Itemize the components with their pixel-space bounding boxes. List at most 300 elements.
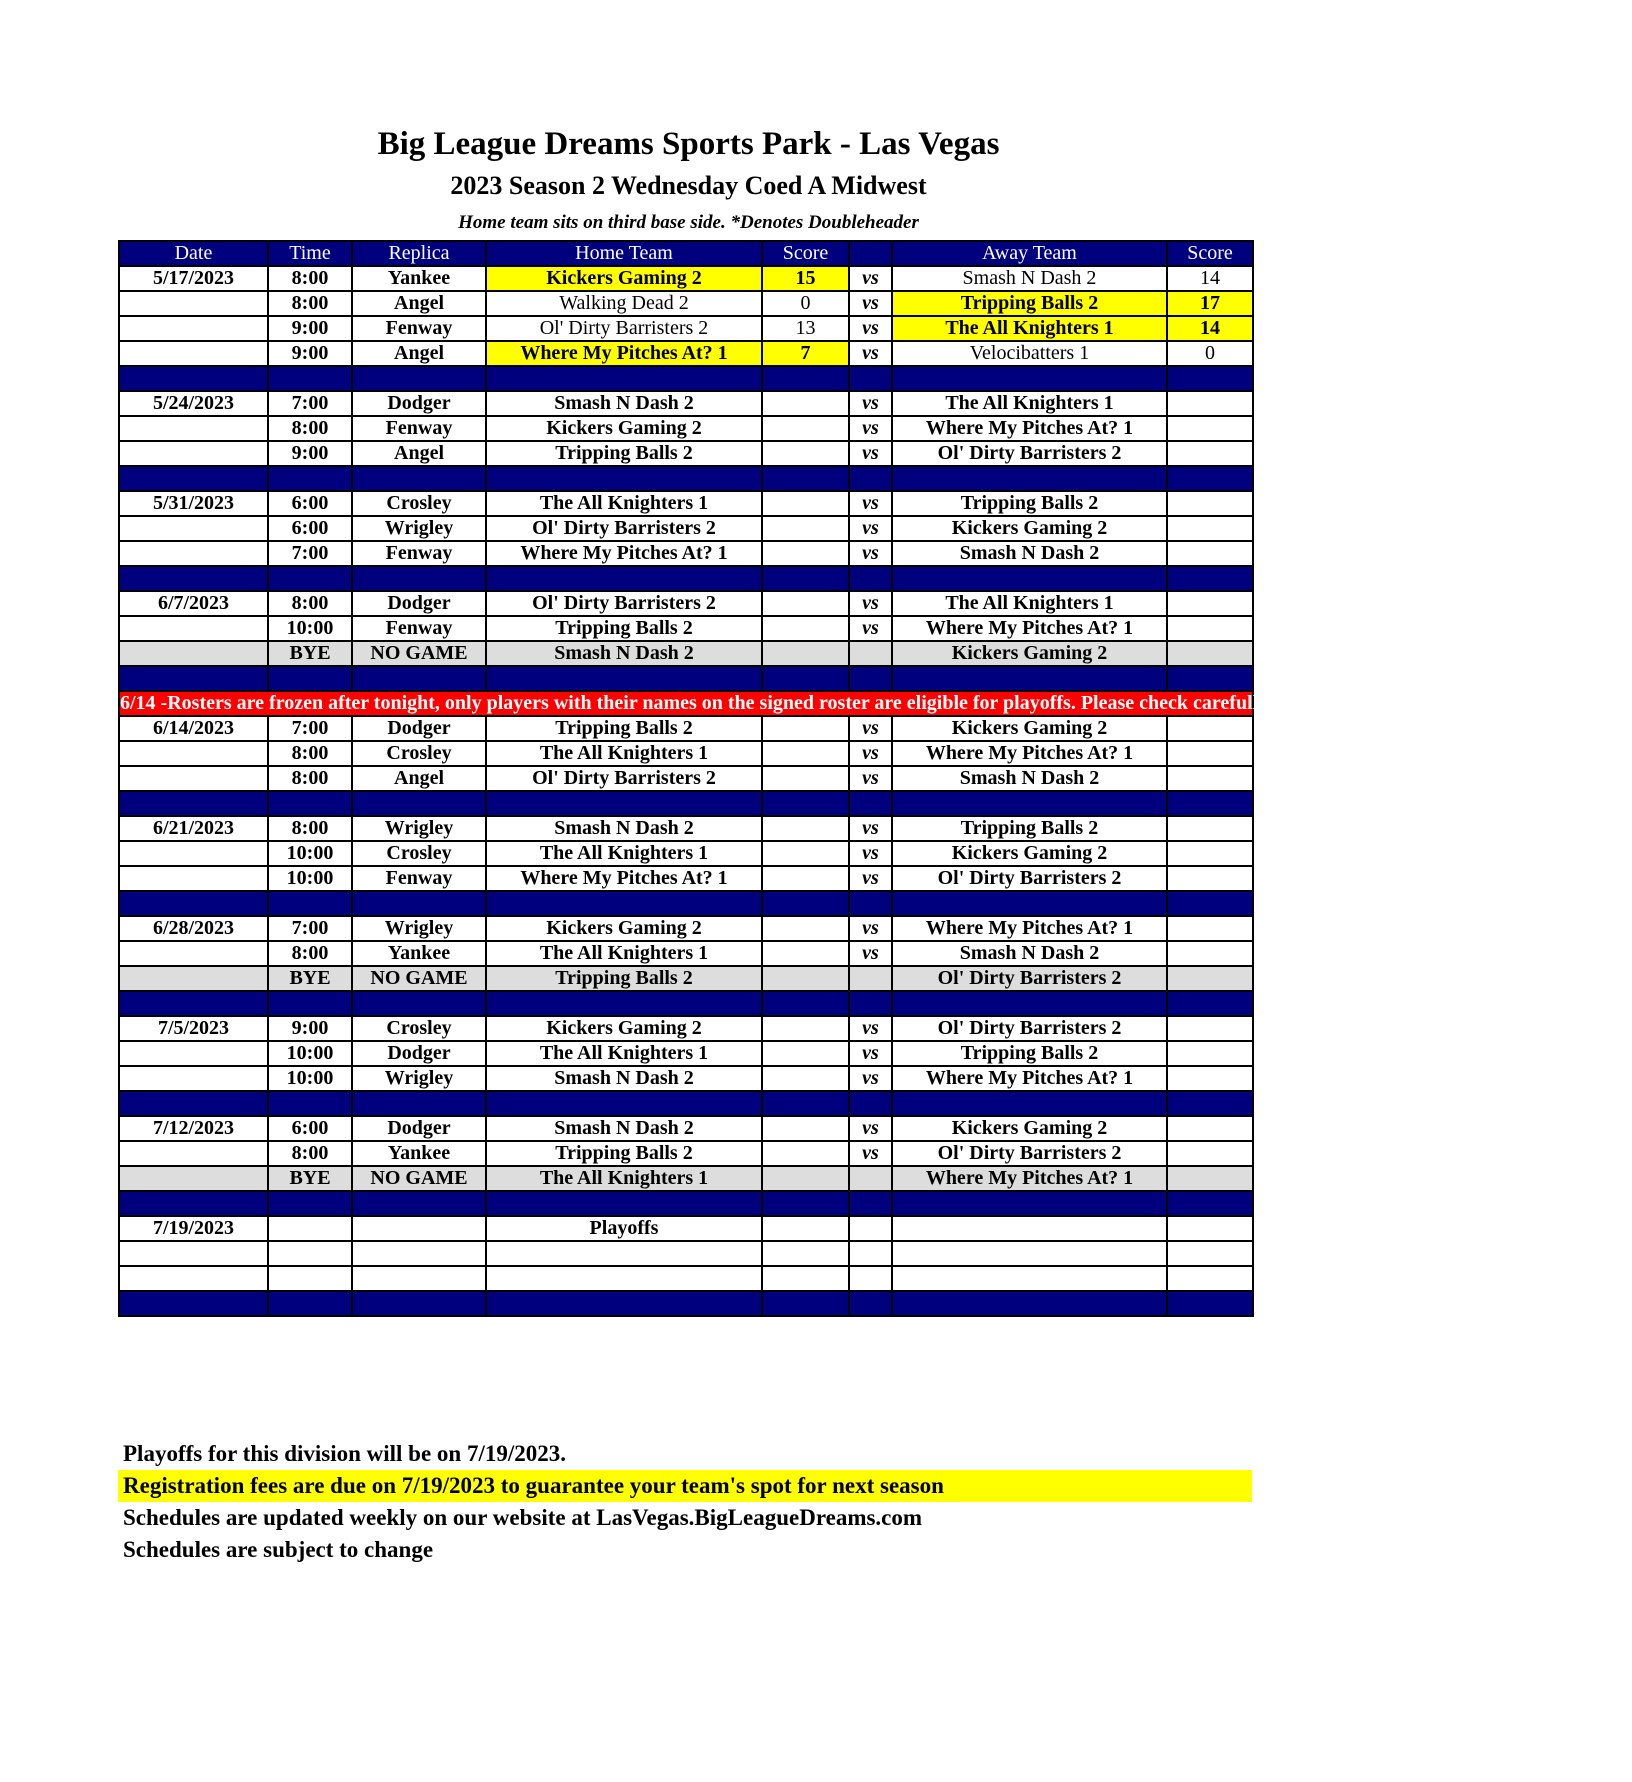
date-cell bbox=[119, 516, 268, 541]
schedule-table bbox=[118, 240, 1632, 1317]
away-team-cell: Kickers Gaming 2 bbox=[892, 716, 1167, 741]
away-team-cell: Kickers Gaming 2 bbox=[892, 841, 1167, 866]
separator-cell bbox=[849, 366, 892, 391]
separator-cell bbox=[268, 1091, 352, 1116]
away-score-cell: 14 bbox=[1167, 266, 1253, 291]
replica-cell: Fenway bbox=[352, 316, 486, 341]
home-team-cell: Tripping Balls 2 bbox=[486, 616, 762, 641]
week-separator-row bbox=[119, 1191, 1253, 1216]
vs-cell: vs bbox=[849, 941, 892, 966]
vs-cell: vs bbox=[849, 516, 892, 541]
separator-cell bbox=[892, 1091, 1167, 1116]
home-team-cell bbox=[486, 1266, 762, 1291]
home-score-cell bbox=[762, 916, 849, 941]
away-team-cell: Ol' Dirty Barristers 2 bbox=[892, 1016, 1167, 1041]
home-score-cell: 13 bbox=[762, 316, 849, 341]
home-team-cell bbox=[486, 1241, 762, 1266]
separator-cell bbox=[352, 1291, 486, 1316]
replica-cell: Wrigley bbox=[352, 516, 486, 541]
away-score-cell bbox=[1167, 866, 1253, 891]
separator-cell bbox=[849, 1091, 892, 1116]
separator-cell bbox=[892, 1191, 1167, 1216]
date-cell bbox=[119, 616, 268, 641]
away-team-cell bbox=[892, 1241, 1167, 1266]
separator-cell bbox=[486, 891, 762, 916]
vs-cell: vs bbox=[849, 291, 892, 316]
game-row bbox=[119, 516, 1253, 541]
separator-cell bbox=[352, 991, 486, 1016]
away-team-cell: Smash N Dash 2 bbox=[892, 766, 1167, 791]
home-team-cell: Where My Pitches At? 1 bbox=[486, 541, 762, 566]
separator-cell bbox=[486, 466, 762, 491]
time-cell: 7:00 bbox=[268, 716, 352, 741]
away-team-cell: Smash N Dash 2 bbox=[892, 541, 1167, 566]
away-score-cell bbox=[1167, 1116, 1253, 1141]
separator-cell bbox=[762, 566, 849, 591]
home-team-cell: Smash N Dash 2 bbox=[486, 1116, 762, 1141]
home-team-cell: Kickers Gaming 2 bbox=[486, 916, 762, 941]
bye-row bbox=[119, 1166, 1253, 1191]
separator-cell bbox=[486, 666, 762, 691]
separator-cell bbox=[762, 891, 849, 916]
vs-cell bbox=[849, 966, 892, 991]
bye-row bbox=[119, 966, 1253, 991]
separator-cell bbox=[352, 666, 486, 691]
separator-cell bbox=[268, 566, 352, 591]
away-score-cell bbox=[1167, 841, 1253, 866]
home-team-cell: The All Knighters 1 bbox=[486, 491, 762, 516]
away-team-cell: Where My Pitches At? 1 bbox=[892, 1066, 1167, 1091]
game-row bbox=[119, 391, 1253, 416]
game-row bbox=[119, 1116, 1253, 1141]
week-separator-row bbox=[119, 466, 1253, 491]
game-row bbox=[119, 741, 1253, 766]
playoff-row bbox=[119, 1266, 1253, 1291]
replica-cell: Dodger bbox=[352, 716, 486, 741]
replica-cell: Angel bbox=[352, 766, 486, 791]
time-cell: 10:00 bbox=[268, 1066, 352, 1091]
vs-cell: vs bbox=[849, 341, 892, 366]
separator-cell bbox=[1167, 566, 1253, 591]
separator-cell bbox=[849, 566, 892, 591]
game-row bbox=[119, 866, 1253, 891]
home-score-cell bbox=[762, 716, 849, 741]
away-team-cell bbox=[892, 1266, 1167, 1291]
separator-cell bbox=[268, 666, 352, 691]
replica-cell: Fenway bbox=[352, 616, 486, 641]
vs-cell: vs bbox=[849, 491, 892, 516]
game-row bbox=[119, 1041, 1253, 1066]
game-row bbox=[119, 766, 1253, 791]
home-score-cell bbox=[762, 866, 849, 891]
away-score-cell bbox=[1167, 591, 1253, 616]
home-team-note: Home team sits on third base side. *Denotes Doubleheader bbox=[458, 212, 919, 233]
separator-cell bbox=[762, 791, 849, 816]
date-cell: 7/19/2023 bbox=[119, 1216, 268, 1241]
separator-cell bbox=[1167, 891, 1253, 916]
separator-cell bbox=[1167, 1091, 1253, 1116]
date-cell bbox=[119, 1166, 268, 1191]
game-row bbox=[119, 316, 1253, 341]
home-team-cell: Where My Pitches At? 1 bbox=[486, 341, 762, 366]
home-team-cell: Kickers Gaming 2 bbox=[486, 416, 762, 441]
vs-cell: vs bbox=[849, 766, 892, 791]
home-score-cell bbox=[762, 966, 849, 991]
date-cell: 7/5/2023 bbox=[119, 1016, 268, 1041]
column-header-away-team: Away Team bbox=[892, 241, 1167, 266]
replica-cell: Crosley bbox=[352, 491, 486, 516]
away-score-cell bbox=[1167, 941, 1253, 966]
time-cell bbox=[268, 1241, 352, 1266]
separator-cell bbox=[119, 666, 268, 691]
replica-cell: Dodger bbox=[352, 1041, 486, 1066]
home-team-cell: Smash N Dash 2 bbox=[486, 391, 762, 416]
separator-cell bbox=[892, 666, 1167, 691]
home-team-cell: Smash N Dash 2 bbox=[486, 816, 762, 841]
replica-cell: Angel bbox=[352, 441, 486, 466]
home-score-cell: 15 bbox=[762, 266, 849, 291]
date-cell: 7/12/2023 bbox=[119, 1116, 268, 1141]
header-row bbox=[119, 241, 1253, 266]
date-cell bbox=[119, 941, 268, 966]
away-team-cell: Tripping Balls 2 bbox=[892, 291, 1167, 316]
home-score-cell bbox=[762, 591, 849, 616]
away-team-cell: Kickers Gaming 2 bbox=[892, 1116, 1167, 1141]
separator-cell bbox=[762, 1291, 849, 1316]
date-cell: 6/7/2023 bbox=[119, 591, 268, 616]
time-cell: 8:00 bbox=[268, 291, 352, 316]
replica-cell: NO GAME bbox=[352, 1166, 486, 1191]
column-header-date: Date bbox=[119, 241, 268, 266]
separator-cell bbox=[849, 466, 892, 491]
date-cell bbox=[119, 966, 268, 991]
separator-cell bbox=[352, 1191, 486, 1216]
replica-cell: Dodger bbox=[352, 1116, 486, 1141]
away-score-cell bbox=[1167, 441, 1253, 466]
game-row bbox=[119, 291, 1253, 316]
footer-change-note: Schedules are subject to change bbox=[123, 1537, 434, 1562]
vs-cell: vs bbox=[849, 866, 892, 891]
date-cell bbox=[119, 1241, 268, 1266]
replica-cell: Wrigley bbox=[352, 816, 486, 841]
away-team-cell: Where My Pitches At? 1 bbox=[892, 741, 1167, 766]
home-score-cell bbox=[762, 741, 849, 766]
separator-cell bbox=[119, 566, 268, 591]
game-row bbox=[119, 616, 1253, 641]
separator-cell bbox=[1167, 991, 1253, 1016]
home-score-cell bbox=[762, 641, 849, 666]
footer-registration-note: Registration fees are due on 7/19/2023 to guarantee your team's spot for next season bbox=[118, 1470, 1252, 1502]
column-header-vs bbox=[849, 241, 892, 266]
time-cell bbox=[268, 1216, 352, 1241]
home-team-cell: Tripping Balls 2 bbox=[486, 441, 762, 466]
home-score-cell: 7 bbox=[762, 341, 849, 366]
separator-cell bbox=[119, 991, 268, 1016]
home-team-cell: The All Knighters 1 bbox=[486, 741, 762, 766]
separator-cell bbox=[119, 1091, 268, 1116]
replica-cell: Angel bbox=[352, 291, 486, 316]
time-cell: 7:00 bbox=[268, 391, 352, 416]
vs-cell bbox=[849, 1166, 892, 1191]
home-score-cell bbox=[762, 1041, 849, 1066]
time-cell: 7:00 bbox=[268, 916, 352, 941]
separator-cell bbox=[762, 466, 849, 491]
game-row bbox=[119, 416, 1253, 441]
away-score-cell bbox=[1167, 391, 1253, 416]
home-score-cell bbox=[762, 441, 849, 466]
vs-cell bbox=[849, 1266, 892, 1291]
away-team-cell: Velocibatters 1 bbox=[892, 341, 1167, 366]
separator-cell bbox=[119, 1191, 268, 1216]
footer-playoffs-note: Playoffs for this division will be on 7/19/2023. bbox=[123, 1441, 567, 1466]
home-score-cell bbox=[762, 1241, 849, 1266]
week-separator-row bbox=[119, 791, 1253, 816]
away-team-cell: The All Knighters 1 bbox=[892, 591, 1167, 616]
home-score-cell bbox=[762, 541, 849, 566]
time-cell bbox=[268, 1266, 352, 1291]
home-score-cell bbox=[762, 1066, 849, 1091]
away-score-cell bbox=[1167, 491, 1253, 516]
week-separator-row bbox=[119, 891, 1253, 916]
date-cell bbox=[119, 1141, 268, 1166]
separator-cell bbox=[892, 791, 1167, 816]
game-row bbox=[119, 591, 1253, 616]
separator-cell bbox=[268, 891, 352, 916]
separator-cell bbox=[486, 1091, 762, 1116]
away-team-cell: The All Knighters 1 bbox=[892, 391, 1167, 416]
home-score-cell bbox=[762, 616, 849, 641]
vs-cell: vs bbox=[849, 716, 892, 741]
away-team-cell: The All Knighters 1 bbox=[892, 316, 1167, 341]
vs-cell: vs bbox=[849, 1116, 892, 1141]
away-score-cell bbox=[1167, 766, 1253, 791]
away-team-cell bbox=[892, 1216, 1167, 1241]
home-team-cell: Ol' Dirty Barristers 2 bbox=[486, 516, 762, 541]
separator-cell bbox=[1167, 1291, 1253, 1316]
time-cell: 10:00 bbox=[268, 616, 352, 641]
separator-cell bbox=[762, 666, 849, 691]
home-score-cell bbox=[762, 1141, 849, 1166]
separator-cell bbox=[268, 991, 352, 1016]
replica-cell bbox=[352, 1216, 486, 1241]
away-team-cell: Ol' Dirty Barristers 2 bbox=[892, 966, 1167, 991]
replica-cell: Yankee bbox=[352, 266, 486, 291]
separator-cell bbox=[119, 466, 268, 491]
vs-cell: vs bbox=[849, 266, 892, 291]
home-team-cell: Kickers Gaming 2 bbox=[486, 266, 762, 291]
separator-cell bbox=[762, 1191, 849, 1216]
game-row bbox=[119, 441, 1253, 466]
week-separator-row bbox=[119, 1091, 1253, 1116]
game-row bbox=[119, 1141, 1253, 1166]
game-row bbox=[119, 1066, 1253, 1091]
time-cell: 6:00 bbox=[268, 1116, 352, 1141]
separator-cell bbox=[352, 1091, 486, 1116]
home-team-cell: The All Knighters 1 bbox=[486, 1166, 762, 1191]
separator-cell bbox=[268, 1191, 352, 1216]
replica-cell: Crosley bbox=[352, 1016, 486, 1041]
replica-cell: NO GAME bbox=[352, 641, 486, 666]
time-cell: 9:00 bbox=[268, 316, 352, 341]
game-row bbox=[119, 341, 1253, 366]
page-subtitle: 2023 Season 2 Wednesday Coed A Midwest bbox=[450, 171, 927, 200]
away-score-cell bbox=[1167, 1066, 1253, 1091]
home-team-cell: The All Knighters 1 bbox=[486, 841, 762, 866]
replica-cell: Dodger bbox=[352, 391, 486, 416]
home-team-cell: Playoffs bbox=[486, 1216, 762, 1241]
footer-notes bbox=[118, 1438, 1252, 1566]
time-cell: 9:00 bbox=[268, 441, 352, 466]
separator-cell bbox=[892, 1291, 1167, 1316]
vs-cell: vs bbox=[849, 391, 892, 416]
vs-cell: vs bbox=[849, 441, 892, 466]
date-cell bbox=[119, 866, 268, 891]
time-cell: 8:00 bbox=[268, 816, 352, 841]
home-score-cell bbox=[762, 491, 849, 516]
game-row bbox=[119, 1016, 1253, 1041]
away-team-cell: Smash N Dash 2 bbox=[892, 941, 1167, 966]
time-cell: 10:00 bbox=[268, 841, 352, 866]
separator-cell bbox=[849, 1291, 892, 1316]
playoff-row bbox=[119, 1216, 1253, 1241]
separator-cell bbox=[1167, 366, 1253, 391]
separator-cell bbox=[352, 366, 486, 391]
home-score-cell bbox=[762, 1116, 849, 1141]
separator-cell bbox=[268, 466, 352, 491]
replica-cell: Crosley bbox=[352, 741, 486, 766]
replica-cell: Yankee bbox=[352, 941, 486, 966]
separator-cell bbox=[849, 666, 892, 691]
away-score-cell bbox=[1167, 1266, 1253, 1291]
time-cell: 10:00 bbox=[268, 1041, 352, 1066]
time-cell: 8:00 bbox=[268, 941, 352, 966]
date-cell: 5/24/2023 bbox=[119, 391, 268, 416]
week-separator-row bbox=[119, 366, 1253, 391]
home-team-cell: Ol' Dirty Barristers 2 bbox=[486, 316, 762, 341]
home-team-cell: Smash N Dash 2 bbox=[486, 641, 762, 666]
separator-cell bbox=[352, 891, 486, 916]
vs-cell: vs bbox=[849, 816, 892, 841]
away-score-cell bbox=[1167, 1241, 1253, 1266]
replica-cell: Yankee bbox=[352, 1141, 486, 1166]
away-team-cell: Where My Pitches At? 1 bbox=[892, 1166, 1167, 1191]
game-row bbox=[119, 491, 1253, 516]
separator-cell bbox=[268, 1291, 352, 1316]
separator-cell bbox=[1167, 791, 1253, 816]
home-score-cell bbox=[762, 1216, 849, 1241]
home-team-cell: Smash N Dash 2 bbox=[486, 1066, 762, 1091]
vs-cell: vs bbox=[849, 616, 892, 641]
date-cell bbox=[119, 316, 268, 341]
away-score-cell bbox=[1167, 616, 1253, 641]
vs-cell: vs bbox=[849, 1141, 892, 1166]
game-row bbox=[119, 941, 1253, 966]
separator-cell bbox=[892, 991, 1167, 1016]
time-cell: BYE bbox=[268, 641, 352, 666]
date-cell: 6/28/2023 bbox=[119, 916, 268, 941]
time-cell: 8:00 bbox=[268, 266, 352, 291]
time-cell: 8:00 bbox=[268, 416, 352, 441]
away-team-cell: Smash N Dash 2 bbox=[892, 266, 1167, 291]
time-cell: 8:00 bbox=[268, 766, 352, 791]
vs-cell: vs bbox=[849, 1016, 892, 1041]
replica-cell bbox=[352, 1266, 486, 1291]
away-score-cell: 14 bbox=[1167, 316, 1253, 341]
away-score-cell bbox=[1167, 541, 1253, 566]
column-header-away-score: Score bbox=[1167, 241, 1253, 266]
replica-cell: Angel bbox=[352, 341, 486, 366]
home-score-cell bbox=[762, 766, 849, 791]
home-team-cell: The All Knighters 1 bbox=[486, 941, 762, 966]
week-separator-row bbox=[119, 666, 1253, 691]
vs-cell bbox=[849, 641, 892, 666]
separator-cell bbox=[119, 1291, 268, 1316]
date-cell bbox=[119, 541, 268, 566]
home-score-cell bbox=[762, 841, 849, 866]
vs-cell bbox=[849, 1216, 892, 1241]
separator-cell bbox=[892, 366, 1167, 391]
separator-cell bbox=[352, 466, 486, 491]
away-score-cell bbox=[1167, 716, 1253, 741]
separator-cell bbox=[1167, 466, 1253, 491]
separator-cell bbox=[1167, 666, 1253, 691]
home-score-cell: 0 bbox=[762, 291, 849, 316]
bye-row bbox=[119, 641, 1253, 666]
separator-cell bbox=[119, 891, 268, 916]
home-score-cell bbox=[762, 391, 849, 416]
away-score-cell bbox=[1167, 416, 1253, 441]
separator-cell bbox=[486, 791, 762, 816]
separator-cell bbox=[119, 366, 268, 391]
date-cell bbox=[119, 1041, 268, 1066]
date-cell: 5/31/2023 bbox=[119, 491, 268, 516]
roster-notice: 6/14 -Rosters are frozen after tonight, only players with their names on the signed roster are eligible for playoffs. Please check carefully as changes will not be made for omissions. bbox=[120, 692, 1632, 714]
column-header-replica: Replica bbox=[352, 241, 486, 266]
replica-cell: Crosley bbox=[352, 841, 486, 866]
home-team-cell: Ol' Dirty Barristers 2 bbox=[486, 766, 762, 791]
home-team-cell: Kickers Gaming 2 bbox=[486, 1016, 762, 1041]
date-cell: 6/21/2023 bbox=[119, 816, 268, 841]
away-score-cell bbox=[1167, 816, 1253, 841]
separator-cell bbox=[486, 1191, 762, 1216]
column-header-home-team: Home Team bbox=[486, 241, 762, 266]
away-score-cell bbox=[1167, 1041, 1253, 1066]
away-score-cell: 17 bbox=[1167, 291, 1253, 316]
game-row bbox=[119, 266, 1253, 291]
home-team-cell: Walking Dead 2 bbox=[486, 291, 762, 316]
game-row bbox=[119, 816, 1253, 841]
away-team-cell: Kickers Gaming 2 bbox=[892, 641, 1167, 666]
date-cell bbox=[119, 291, 268, 316]
separator-cell bbox=[352, 791, 486, 816]
vs-cell: vs bbox=[849, 541, 892, 566]
away-score-cell bbox=[1167, 916, 1253, 941]
replica-cell: NO GAME bbox=[352, 966, 486, 991]
date-cell bbox=[119, 1066, 268, 1091]
separator-cell bbox=[352, 566, 486, 591]
date-cell bbox=[119, 841, 268, 866]
home-score-cell bbox=[762, 941, 849, 966]
home-score-cell bbox=[762, 1166, 849, 1191]
home-team-cell: Tripping Balls 2 bbox=[486, 1141, 762, 1166]
away-score-cell bbox=[1167, 1141, 1253, 1166]
separator-cell bbox=[892, 466, 1167, 491]
away-score-cell bbox=[1167, 741, 1253, 766]
home-score-cell bbox=[762, 1266, 849, 1291]
date-cell: 6/14/2023 bbox=[119, 716, 268, 741]
separator-cell bbox=[268, 366, 352, 391]
replica-cell: Fenway bbox=[352, 541, 486, 566]
